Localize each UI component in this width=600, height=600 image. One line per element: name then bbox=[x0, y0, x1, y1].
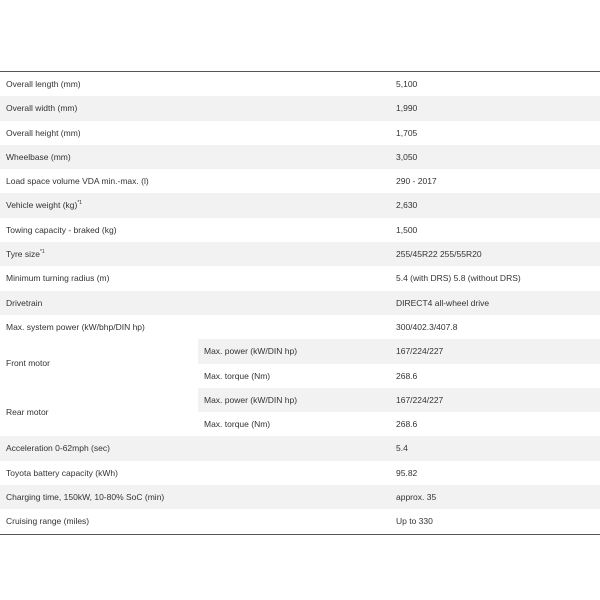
spec-value: approx. 35 bbox=[396, 492, 437, 503]
table-row bbox=[198, 339, 600, 363]
spec-value: 1,705 bbox=[396, 127, 418, 138]
table-row bbox=[0, 193, 600, 217]
spec-value: 1,500 bbox=[396, 224, 418, 235]
table-row bbox=[0, 485, 600, 509]
table-row bbox=[0, 461, 600, 485]
spec-value: 290 - 2017 bbox=[396, 176, 437, 187]
spec-value: 268.6 bbox=[396, 370, 418, 381]
sub-label: Max. torque (Nm) bbox=[204, 370, 271, 381]
table-row bbox=[198, 412, 600, 436]
spec-label: Acceleration 0-62mph (sec) bbox=[6, 443, 110, 454]
spec-label: Max. system power (kW/bhp/DIN hp) bbox=[6, 321, 145, 332]
spec-label: Overall width (mm) bbox=[6, 103, 78, 114]
spec-label: Wheelbase (mm) bbox=[6, 151, 71, 162]
table-row bbox=[0, 169, 600, 193]
spec-value: 3,050 bbox=[396, 151, 418, 162]
table-row bbox=[0, 218, 600, 242]
spec-label: Drivetrain bbox=[6, 297, 43, 308]
spec-value: 268.6 bbox=[396, 419, 418, 430]
spec-table bbox=[0, 71, 600, 535]
spec-value: 95.82 bbox=[396, 467, 418, 478]
table-row bbox=[0, 96, 600, 120]
sub-label: Max. torque (Nm) bbox=[204, 419, 271, 430]
spec-label: Overall length (mm) bbox=[6, 79, 81, 89]
table-row bbox=[198, 364, 600, 388]
spec-label: Overall height (mm) bbox=[6, 127, 81, 138]
spec-label: Load space volume VDA min.-max. (l) bbox=[6, 176, 149, 187]
table-row bbox=[0, 509, 600, 534]
table-row bbox=[198, 388, 600, 412]
spec-label: Rear motor bbox=[6, 406, 49, 417]
spec-value: DIRECT4 all-wheel drive bbox=[396, 297, 490, 308]
spec-value: 1,990 bbox=[396, 103, 418, 114]
spec-value: Up to 330 bbox=[396, 516, 433, 527]
table-row bbox=[0, 121, 600, 145]
spec-value: 5,100 bbox=[396, 79, 418, 89]
table-row bbox=[0, 242, 600, 266]
rear-motor-group bbox=[0, 388, 600, 437]
sub-label: Max. power (kW/DIN hp) bbox=[204, 394, 298, 405]
spec-value: 2,630 bbox=[396, 200, 418, 211]
spec-label: Minimum turning radius (m) bbox=[6, 273, 110, 284]
spec-label: Tyre size$^{*1}$ bbox=[6, 249, 45, 260]
footnote-marker: *1 bbox=[77, 200, 83, 207]
spec-value: 167/224/227 bbox=[396, 346, 444, 357]
spec-label: Towing capacity - braked (kg) bbox=[6, 224, 117, 235]
spec-label: Vehicle weight (kg)$^{*1}$ bbox=[6, 200, 83, 211]
spec-label: Cruising range (miles) bbox=[6, 516, 90, 527]
spec-value: 5.4 bbox=[396, 443, 408, 454]
table-row bbox=[0, 145, 600, 169]
front-motor-group bbox=[0, 339, 600, 388]
table-row bbox=[0, 291, 600, 315]
spec-value: 167/224/227 bbox=[396, 394, 444, 405]
spec-label: Charging time, 150kW, 10-80% SoC (min) bbox=[6, 492, 165, 503]
sub-label: Max. power (kW/DIN hp) bbox=[204, 346, 298, 357]
table-row bbox=[0, 436, 600, 460]
spec-label: Front motor bbox=[6, 358, 50, 369]
spec-value: 5.4 (with DRS) 5.8 (without DRS) bbox=[396, 273, 521, 284]
table-row bbox=[0, 72, 600, 96]
spec-value: 255/45R22 255/55R20 bbox=[396, 249, 482, 260]
table-row bbox=[0, 315, 600, 339]
spec-value: 300/402.3/407.8 bbox=[396, 321, 458, 332]
spec-label: Toyota battery capacity (kWh) bbox=[6, 467, 118, 478]
footnote-marker: *1 bbox=[40, 249, 45, 256]
table-row bbox=[0, 266, 600, 290]
